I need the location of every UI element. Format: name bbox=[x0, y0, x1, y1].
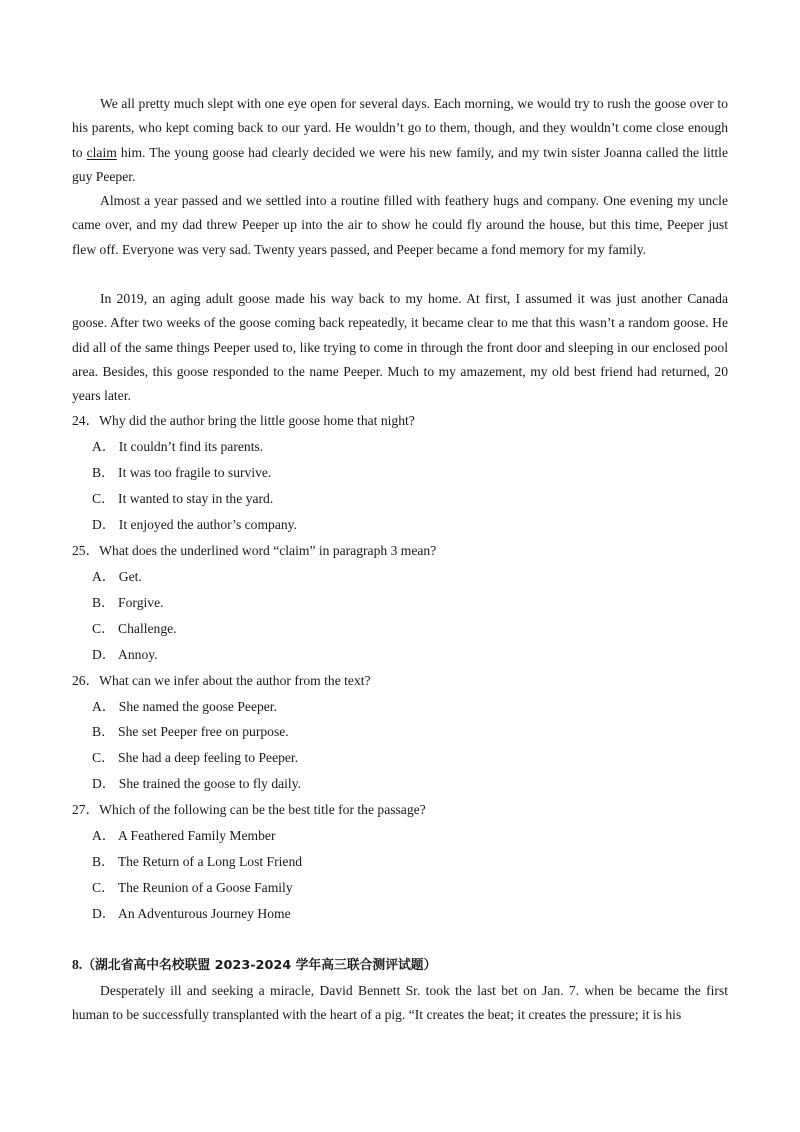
passage-p1-text-a: We all pretty much slept with one eye open for several days. Each morning, we would try to rush the goose over to his parents, who kept coming back to our yard. He wouldn’t go to them, though, and they wouldn’t come close enough to bbox=[72, 96, 728, 160]
passage-paragraph-2: Almost a year passed and we settled into a routine filled with feathery hugs and company. One evening my uncle came over, and my dad threw Peeper up into the air to show he could fly around the house, but this time, Peeper just flew off. Everyone was very sad. Twenty years passed, and Peeper became a fond memory for my family. bbox=[72, 193, 728, 257]
question-25-stem: 25．What does the underlined word “claim” in paragraph 3 mean? bbox=[72, 543, 437, 558]
question-24-option-d: D． It enjoyed the author’s company. bbox=[92, 517, 297, 532]
question-25-option-a: A． Get. bbox=[92, 569, 142, 584]
question-25-option-b: B． Forgive. bbox=[92, 595, 164, 610]
question-27-option-d: D． An Adventurous Journey Home bbox=[92, 906, 291, 921]
question-26-stem: 26．What can we infer about the author from the text? bbox=[72, 673, 371, 688]
question-26-option-c: C． She had a deep feeling to Peeper. bbox=[92, 750, 299, 765]
passage-paragraph-1 bbox=[72, 92, 728, 189]
question-24-option-a: A． It couldn’t find its parents. bbox=[92, 439, 264, 454]
question-24-option-c: C． It wanted to stay in the yard. bbox=[92, 491, 274, 506]
section-8-paragraph-1: Desperately ill and seeking a miracle, David Bennett Sr. took the last bet on Jan. 7. when be became the first human to be successfully transplanted with the heart of a pig. “It creates the beat; it creates the pressure; it is his bbox=[72, 983, 728, 1023]
question-24-stem: 24．Why did the author bring the little goose home that night? bbox=[72, 413, 415, 428]
question-25-option-d: D． Annoy. bbox=[92, 647, 158, 662]
question-24-option-b: B． It was too fragile to survive. bbox=[92, 465, 272, 480]
question-26-option-b: B． She set Peeper free on purpose. bbox=[92, 724, 289, 739]
question-27-stem: 27．Which of the following can be the best title for the passage? bbox=[72, 802, 426, 817]
passage-paragraph-3: In 2019, an aging adult goose made his way back to my home. At first, I assumed it was just another Canada goose. After two weeks of the goose coming back repeatedly, it became clear to me that this wasn’t a random goose. He did all of the same things Peeper used to, like trying to come in through the front door and sleeping in our enclosed pool area. Besides, this goose responded to the name Peeper. Much to my amazement, my old best friend had returned, 20 years later. bbox=[72, 291, 728, 404]
underlined-word-claim: claim bbox=[86, 144, 117, 160]
question-27-option-c: C． The Reunion of a Goose Family bbox=[92, 880, 293, 895]
section-8-heading bbox=[72, 955, 436, 976]
question-26-option-d: D． She trained the goose to fly daily. bbox=[92, 776, 302, 791]
question-27-option-a: A． A Feathered Family Member bbox=[92, 828, 276, 843]
section-8-source: （湖北省高中名校联盟 2023-2024 学年高三联合测评试题） bbox=[82, 958, 437, 973]
question-25-option-c: C． Challenge. bbox=[92, 621, 177, 636]
question-26-option-a: A． She named the goose Peeper. bbox=[92, 699, 277, 714]
question-27-option-b: B． The Return of a Long Lost Friend bbox=[92, 854, 303, 869]
passage-p1-text-b: him. The young goose had clearly decided we were his new family, and my twin sister Joanna called the little guy Peeper. bbox=[72, 144, 728, 184]
section-8-number: 8. bbox=[72, 957, 83, 972]
